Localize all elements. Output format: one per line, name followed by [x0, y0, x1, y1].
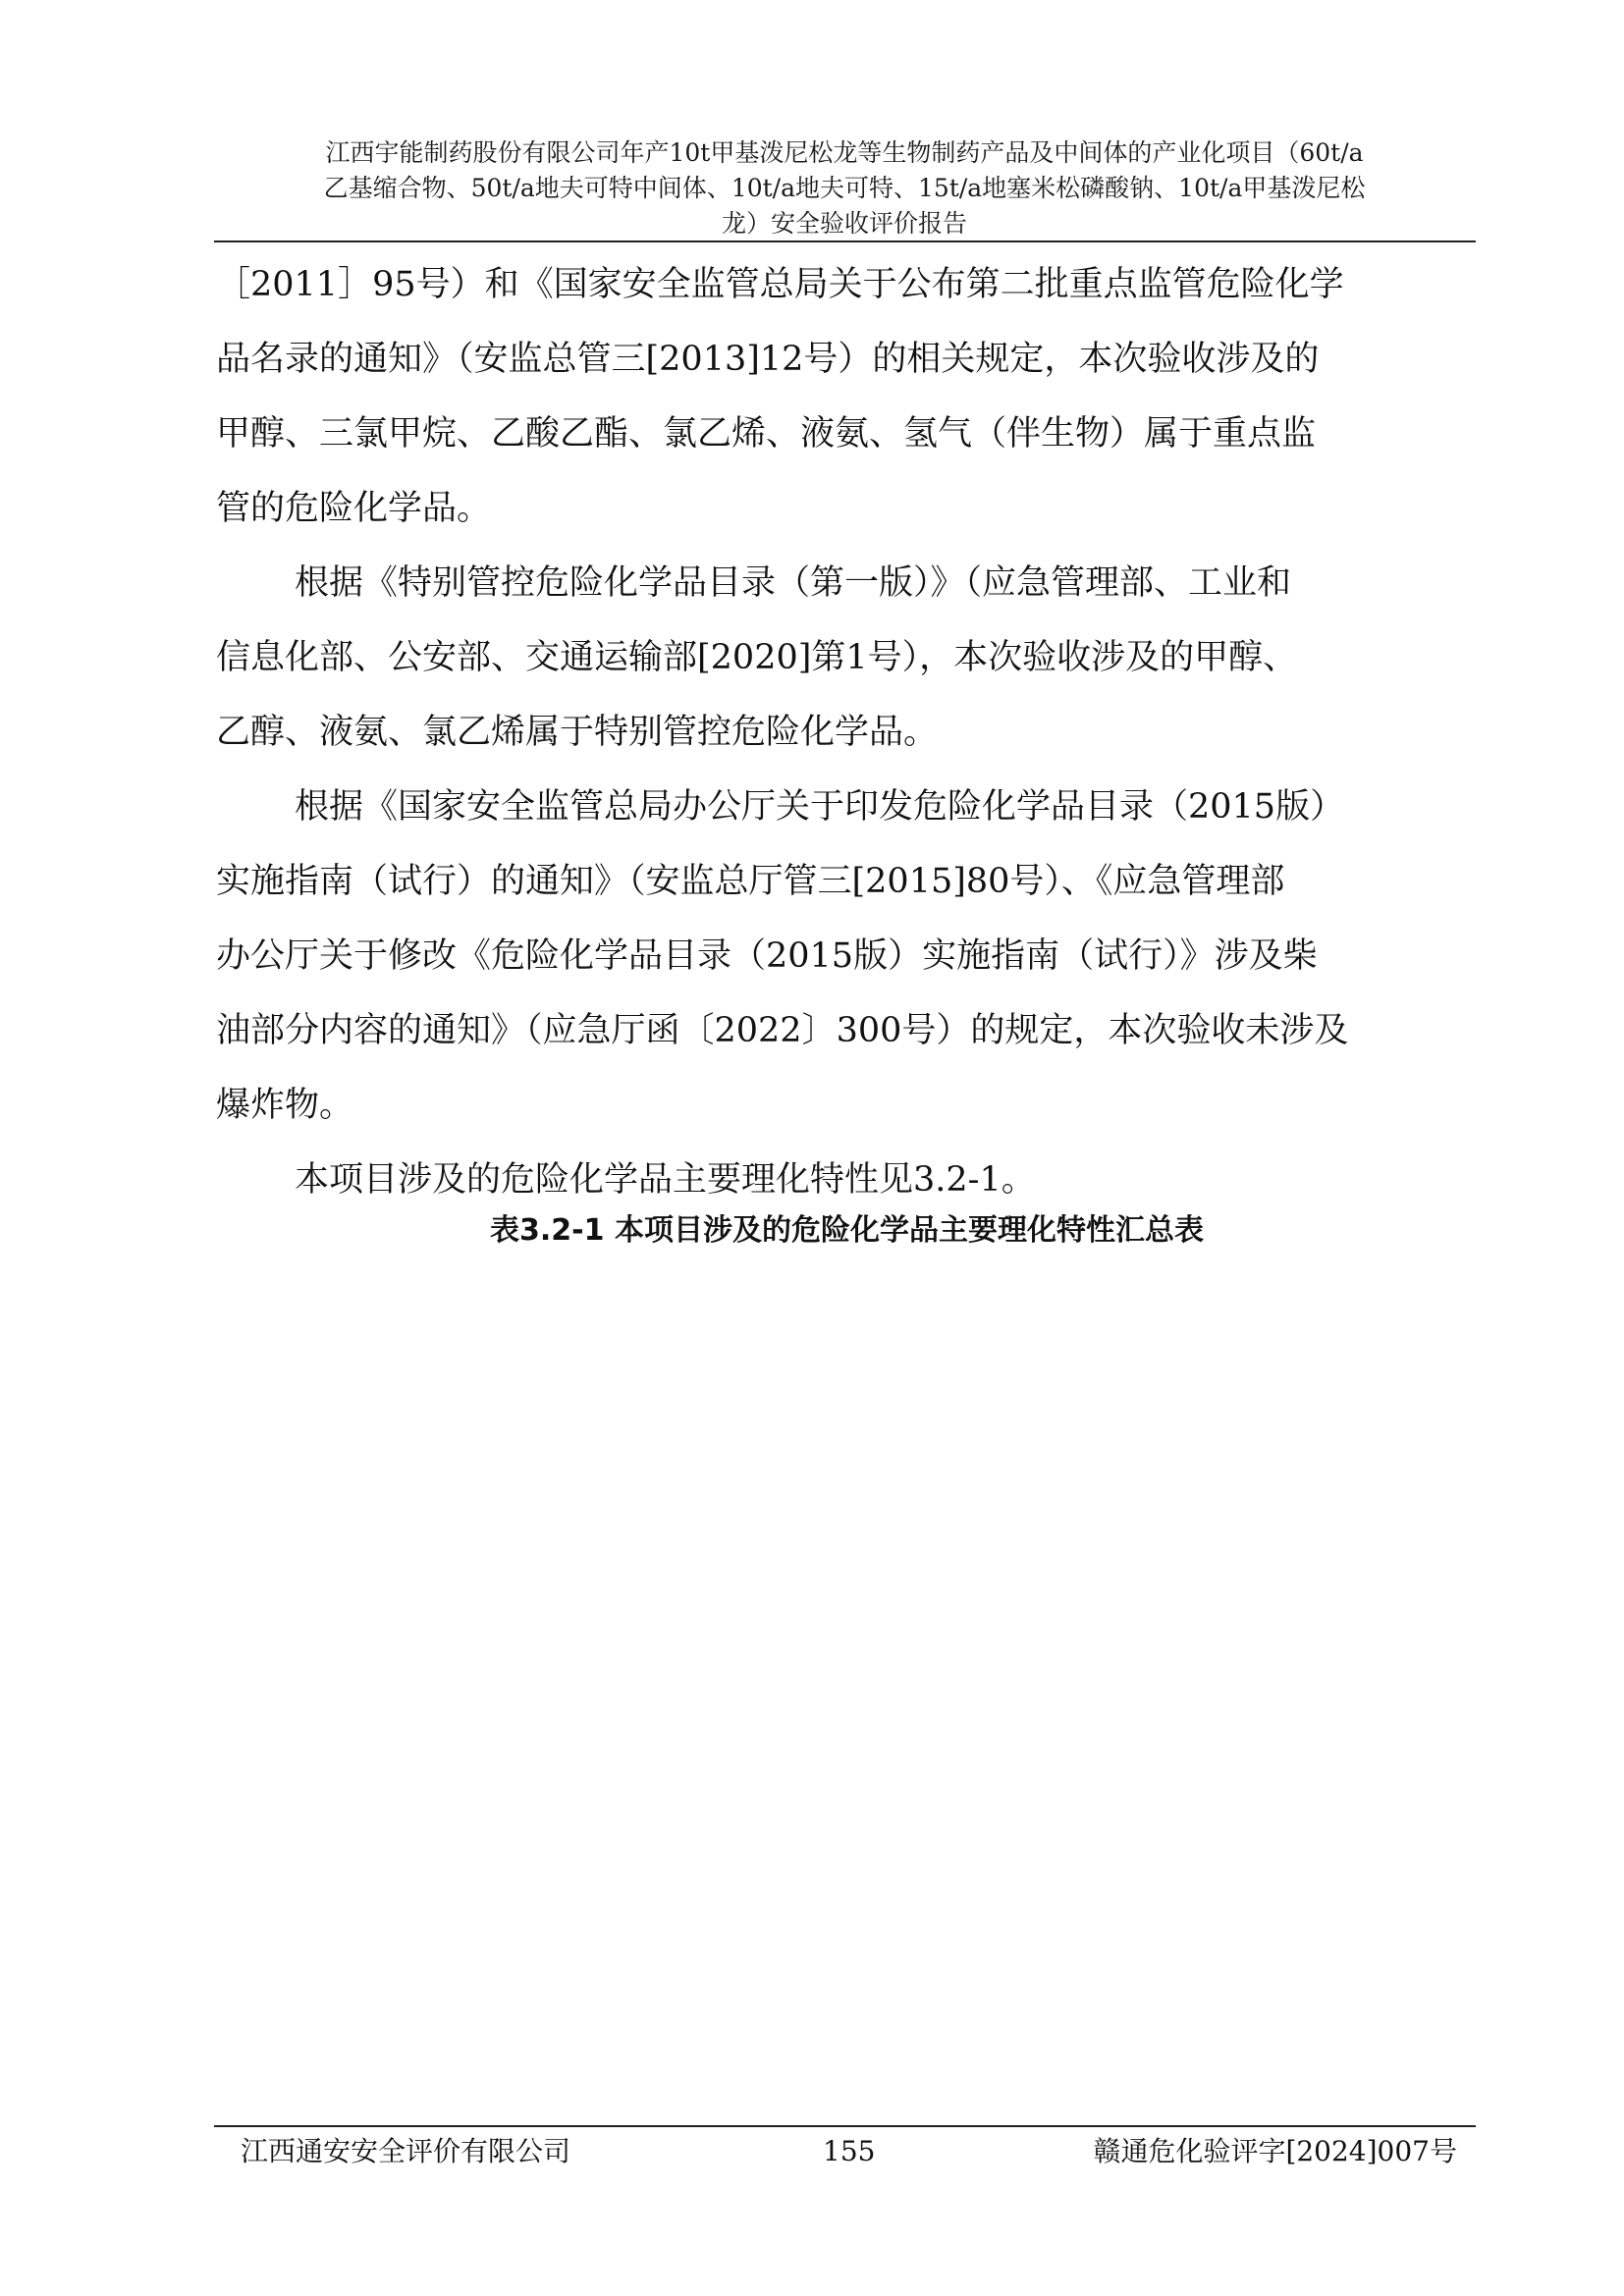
paragraph-line: ［2011］95号）和《国家安全监管总局关于公布第二批重点监管危险化学 [216, 265, 1344, 304]
paragraph-line: 甲醇、三氯甲烷、乙酸乙酯、氯乙烯、液氨、氢气（伴生物）属于重点监 [216, 414, 1317, 454]
table-title: 表3.2-1 本项目涉及的危险化学品主要理化特性汇总表 [490, 1213, 1204, 1248]
paragraph-line: 品名录的通知》（安监总管三[2013]12号）的相关规定，本次验收涉及的 [216, 340, 1320, 379]
running-header [216, 135, 1473, 241]
paragraph-line: 管的危险化学品。 [216, 489, 492, 528]
header-line: 龙）安全验收评价报告 [721, 209, 967, 238]
body-text [216, 247, 1483, 1217]
footer-divider [214, 2125, 1476, 2127]
paragraph-line: 油部分内容的通知》（应急厅函〔2022〕300号）的规定，本次验收未涉及 [216, 1011, 1349, 1050]
paragraph-line: 办公厅关于修改《危险化学品目录（2015版）实施指南（试行）》涉及柴 [216, 936, 1318, 976]
paragraph-line: 爆炸物。 [216, 1086, 354, 1125]
footer-company: 江西通安安全评价有限公司 [241, 2135, 571, 2167]
header-line: 江西宇能制药股份有限公司年产10t甲基泼尼松龙等生物制药产品及中间体的产业化项目（60t/a [325, 138, 1364, 167]
footer-doc-number: 赣通危化验评字[2024]007号 [1093, 2135, 1457, 2167]
paragraph-line: 根据《特别管控危险化学品目录（第一版）》（应急管理部、工业和 [295, 563, 1292, 603]
page-number: 155 [823, 2135, 876, 2167]
paragraph-line: 本项目涉及的危险化学品主要理化特性见3.2-1。 [295, 1160, 1036, 1200]
paragraph-line: 实施指南（试行）的通知》（安监总厅管三[2015]80号）、《应急管理部 [216, 862, 1285, 901]
paragraph-line: 根据《国家安全监管总局办公厅关于印发危险化学品目录（2015版） [295, 787, 1345, 827]
header-line: 乙基缩合物、50t/a地夫可特中间体、10t/a地夫可特、15t/a地塞米松磷酸钠、10t/a甲基泼尼松 [323, 174, 1366, 202]
paragraph-line: 信息化部、公安部、交通运输部[2020]第1号），本次验收涉及的甲醇、 [216, 638, 1298, 677]
header-divider [214, 240, 1476, 242]
paragraph-line: 乙醇、液氨、氯乙烯属于特别管控危险化学品。 [216, 713, 939, 752]
